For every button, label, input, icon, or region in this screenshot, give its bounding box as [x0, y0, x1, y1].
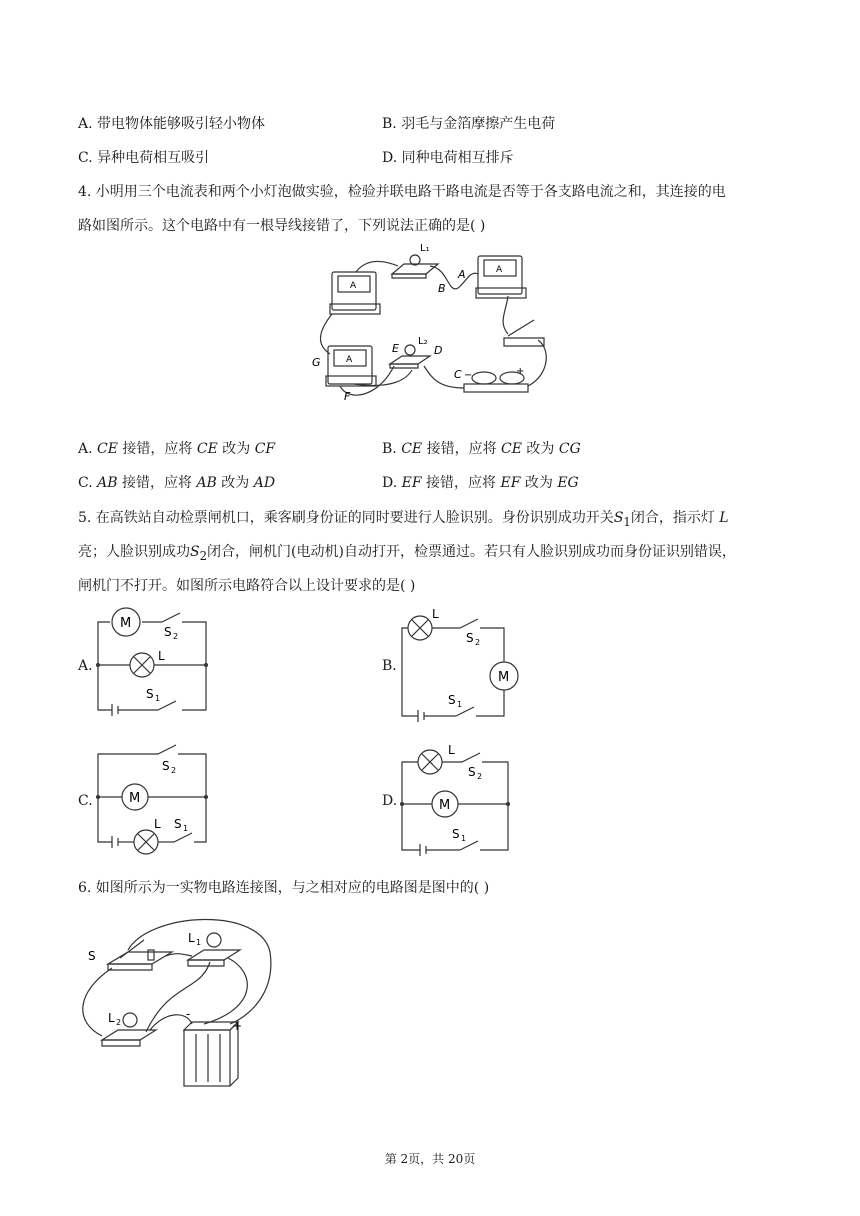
q3-option-d: D. 同种电荷相互排斥	[382, 150, 514, 166]
q5-stem-line2: 亮；人脸识别成功$S_2$闭合，闸机门(电动机)自动打开，检票通过。若只有人脸识别成功而身份证识别错误，	[78, 544, 736, 563]
q6-label-plus: +	[232, 1019, 243, 1033]
s2-sub: 2	[475, 638, 481, 647]
q4-label-g: G	[312, 356, 321, 369]
s2-label: S	[466, 631, 474, 645]
lamp-label: L	[432, 607, 439, 621]
lamp-label: L	[448, 743, 455, 757]
s2-label: S	[162, 759, 170, 773]
q4-label-l1: L₁	[420, 243, 430, 254]
page-footer: 第 2页，共 20页	[384, 1152, 476, 1166]
q4-label-a: A	[458, 268, 466, 281]
motor-symbol: M	[439, 798, 451, 813]
q4-stem-line2: 路如图所示。这个电路中有一根导线接错了，下列说法正确的是( )	[78, 218, 486, 234]
q4-option-d: D. EF 接错，应将 EF 改为 EG	[382, 475, 579, 491]
q5-circuit-a	[92, 606, 212, 716]
q5-circuit-c	[92, 740, 212, 858]
s1-sub: 1	[457, 700, 463, 709]
motor-symbol: M	[498, 670, 510, 685]
s1-sub: 1	[461, 834, 467, 843]
q6-label-l1-sub: 1	[196, 938, 202, 947]
q4-meter-bottom-a: A	[346, 355, 353, 365]
q4-label-b: B	[438, 282, 446, 295]
s1-label: S	[448, 693, 456, 707]
q4-label-c: C	[454, 368, 462, 381]
q6-circuit-figure	[80, 912, 280, 1106]
q6-stem-line1: 6. 如图所示为一实物电路连接图，与之相对应的电路图是图中的( )	[78, 880, 490, 896]
q5-circuit-d	[396, 738, 516, 860]
q5-label-d: D.	[382, 793, 398, 809]
q5-label-b: B.	[382, 658, 397, 674]
q4-meter-right-a: A	[496, 265, 503, 275]
q3-option-c: C. 异种电荷相互吸引	[78, 150, 210, 166]
lamp-label: L	[158, 649, 165, 663]
s1-label: S	[146, 687, 154, 701]
s1-label: S	[174, 817, 182, 831]
q4-label-l2: L₂	[418, 336, 428, 347]
q5-stem-line3: 闸机门不打开。如图所示电路符合以上设计要求的是( )	[78, 578, 416, 594]
motor-symbol: M	[129, 791, 141, 806]
q4-option-b: B. CE 接错，应将 CE 改为 CG	[382, 441, 581, 457]
s2-sub: 2	[171, 766, 177, 775]
q4-label-f: F	[344, 390, 351, 403]
q4-option-c: C. AB 接错，应将 AB 改为 AD	[78, 475, 276, 491]
q5-circuit-b	[396, 604, 526, 722]
q5-label-a: A.	[78, 658, 93, 674]
q4-label-e: E	[392, 342, 399, 355]
s2-label: S	[164, 625, 172, 639]
s1-sub: 1	[155, 694, 161, 703]
q4-label-d: D	[434, 344, 443, 357]
s2-sub: 2	[477, 772, 483, 781]
q6-label-minus: -	[186, 1007, 191, 1021]
q4-label-plus: +	[516, 366, 525, 377]
q4-circuit-figure	[308, 238, 568, 406]
q5-label-c: C.	[78, 793, 93, 809]
q6-label-l1: L	[188, 931, 195, 945]
q4-stem-line1: 4. 小明用三个电流表和两个小灯泡做实验，检验并联电路干路电流是否等于各支路电流之和，其连接的电	[78, 184, 726, 200]
s2-label: S	[468, 765, 476, 779]
q5-stem-line1: 5. 在高铁站自动检票闸机口，乘客刷身份证的同时要进行人脸识别。身份识别成功开关$S_1$闭合，指示灯 L	[78, 510, 729, 529]
s2-sub: 2	[173, 632, 179, 641]
q3-option-a: A. 带电物体能够吸引轻小物体	[78, 116, 266, 132]
q3-option-b: B. 羽毛与金箔摩擦产生电荷	[382, 116, 556, 132]
q6-label-l2: L	[108, 1011, 115, 1025]
s1-sub: 1	[183, 824, 189, 833]
q6-label-l2-sub: 2	[116, 1018, 122, 1027]
q6-label-s: S	[88, 949, 96, 963]
s1-label: S	[452, 827, 460, 841]
q4-option-a: A. CE 接错，应将 CE 改为 CF	[78, 441, 276, 457]
lamp-label: L	[154, 817, 161, 831]
motor-symbol: M	[120, 616, 132, 631]
q4-label-minus: −	[464, 370, 473, 381]
q4-meter-left-a: A	[350, 281, 357, 291]
